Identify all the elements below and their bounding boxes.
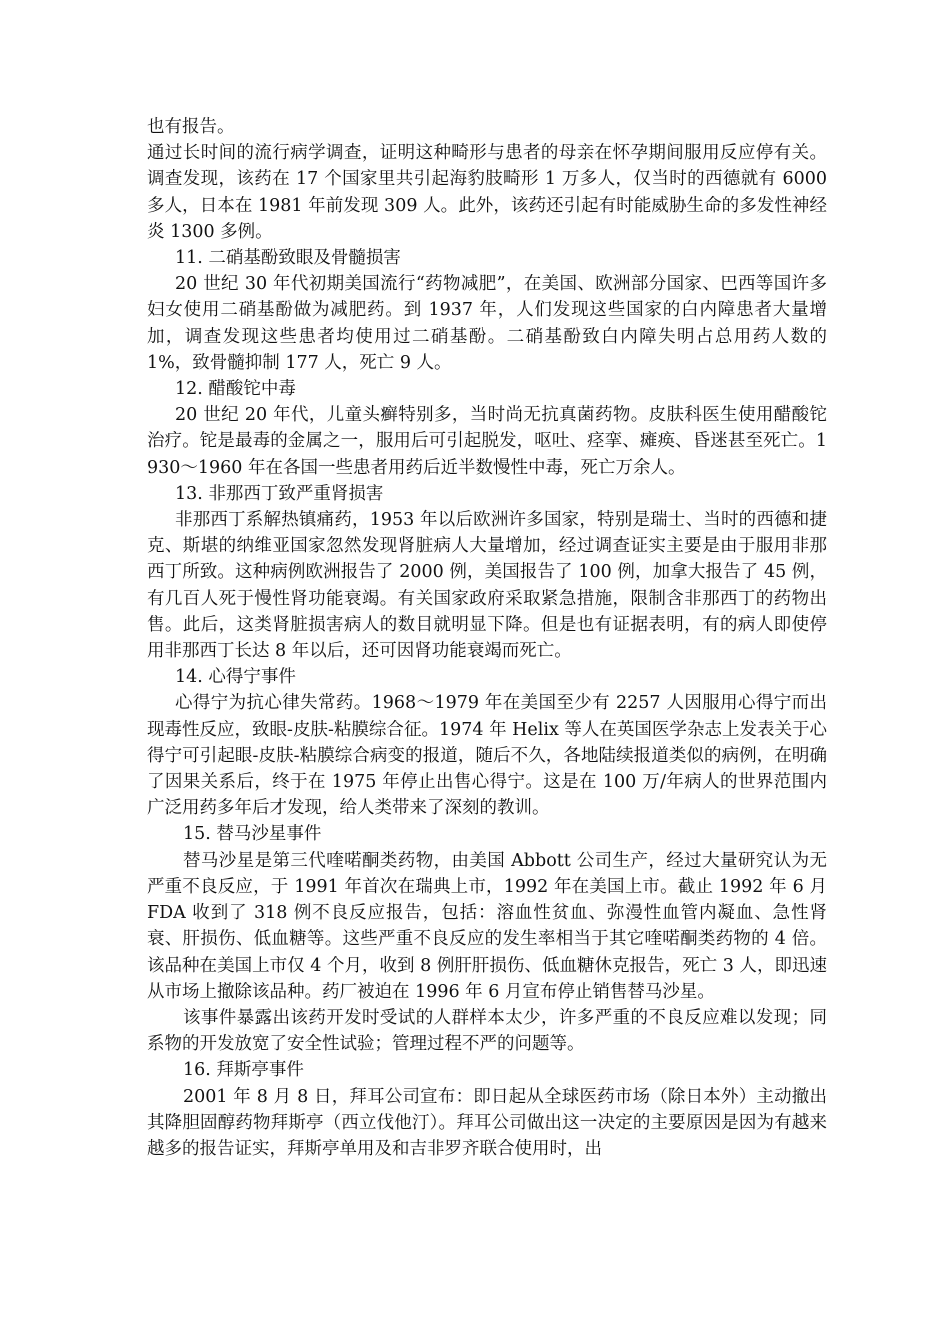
paragraph-temafloxacin-lessons: 该事件暴露出该药开发时受试的人群样本太少，许多严重的不良反应难以发现；同系物的开发放宽了安全性试验；管理过程不严的问题等。 <box>147 1007 827 1055</box>
paragraph-temafloxacin: 替马沙星是第三代喹喏酮类药物，由美国 Abbott 公司生产，经过大量研究认为无严重不良反应，于 1991 年首次在瑞典上市，1992 年在美国上市。截止 1992 年 6 月 FDA 收到了 318 例不良反应报告，包括：溶血性贫血、弥漫性血管内凝血、急性肾衰、肝损伤、低血糖等。这些严重不良反应的发生率相当于其它喹喏酮类药物的 4 倍。该品种在美国上市仅 4 个月，收到 8 例肝肝损伤、低血糖休克报告，死亡 3 人，即迅速从市场上撤除该品种。药厂被迫在 1996 年 6 月宣布停止销售替马沙星。 <box>147 850 827 1002</box>
paragraph-dinitrophenol: 20 世纪 30 年代初期美国流行“药物减肥”，在美国、欧洲部分国家、巴西等国许多妇女使用二硝基酚做为减肥药。到 1937 年，人们发现这些国家的白内障患者大量增加，调查发现这些患者均使用过二硝基酚。二硝基酚致白内障失明占总用药人数的 1%，致骨髓抑制 177 人，死亡 9 人。 <box>147 274 827 373</box>
paragraph-practolol: 心得宁为抗心律失常药。1968～1979 年在美国至少有 2257 人因服用心得宁而出现毒性反应，致眼-皮肤-粘膜综合征。1974 年 Helix 等人在英国医学杂志上发表关于心得宁可引起眼-皮肤-粘膜综合病变的报道，随后不久，各地陆续报道类似的病例，在明确了因果关系后，终于在 1975 年停止出售心得宁。这是在 100 万/年病人的世界范围内广泛用药多年后才发现，给人类带来了深刻的教训。 <box>147 693 827 819</box>
paragraph-thallium-acetate: 20 世纪 20 年代，儿童头癣特别多，当时尚无抗真菌药物。皮肤科医生使用醋酸铊治疗。铊是最毒的金属之一，服用后可引起脱发，呕吐、痉挛、瘫痪、昏迷甚至死亡。1930～1960 年在各国一些患者用药后近半数慢性中毒，死亡万余人。 <box>147 405 827 478</box>
heading-temafloxacin: 15. 替马沙星事件 <box>183 824 322 845</box>
paragraph-thalidomide-survey: 通过长时间的流行病学调查，证明这种畸形与患者的母亲在怀孕期间服用反应停有关。调查发现，该药在 17 个国家里共引起海豹肢畸形 1 万多人，仅当时的西德就有 6000 多人，日本在 1981 年前发现 309 人。此外，该药还引起有时能威胁生命的多发性神经炎 1300 多例。 <box>147 143 827 242</box>
heading-phenacetin: 13. 非那西丁致严重肾损害 <box>175 483 384 504</box>
paragraph-continuation: 也有报告。 <box>147 117 235 137</box>
heading-dinitrophenol: 11. 二硝基酚致眼及骨髓损害 <box>175 248 401 269</box>
heading-practolol: 14. 心得宁事件 <box>175 667 296 688</box>
document-body <box>147 114 827 1162</box>
heading-thallium-acetate: 12. 醋酸铊中毒 <box>175 379 296 400</box>
paragraph-cerivastatin: 2001 年 8 月 8 日，拜耳公司宣布：即日起从全球医药市场（除日本外）主动撤出其降胆固醇药物拜斯亭（西立伐他汀）。拜耳公司做出这一决定的主要原因是因为有越来越多的报告证实，拜斯亭单用及和吉非罗齐联合使用时，出 <box>147 1086 827 1159</box>
heading-cerivastatin: 16. 拜斯亭事件 <box>183 1060 304 1081</box>
paragraph-phenacetin: 非那西丁系解热镇痛药，1953 年以后欧洲许多国家，特别是瑞士、当时的西德和捷克、斯堪的纳维亚国家忽然发现肾脏病人大量增加，经过调查证实主要是由于服用非那西丁所致。这种病例欧洲报告了 2000 例，美国报告了 100 例，加拿大报告了 45 例，有几百人死于慢性肾功能衰竭。有关国家政府采取紧急措施，限制含非那西丁的药物出售。此后，这类肾脏损害病人的数目就明显下降。但是也有证据表明，有的病人即使停用非那西丁长达 8 年以后，还可因肾功能衰竭而死亡。 <box>147 510 827 662</box>
